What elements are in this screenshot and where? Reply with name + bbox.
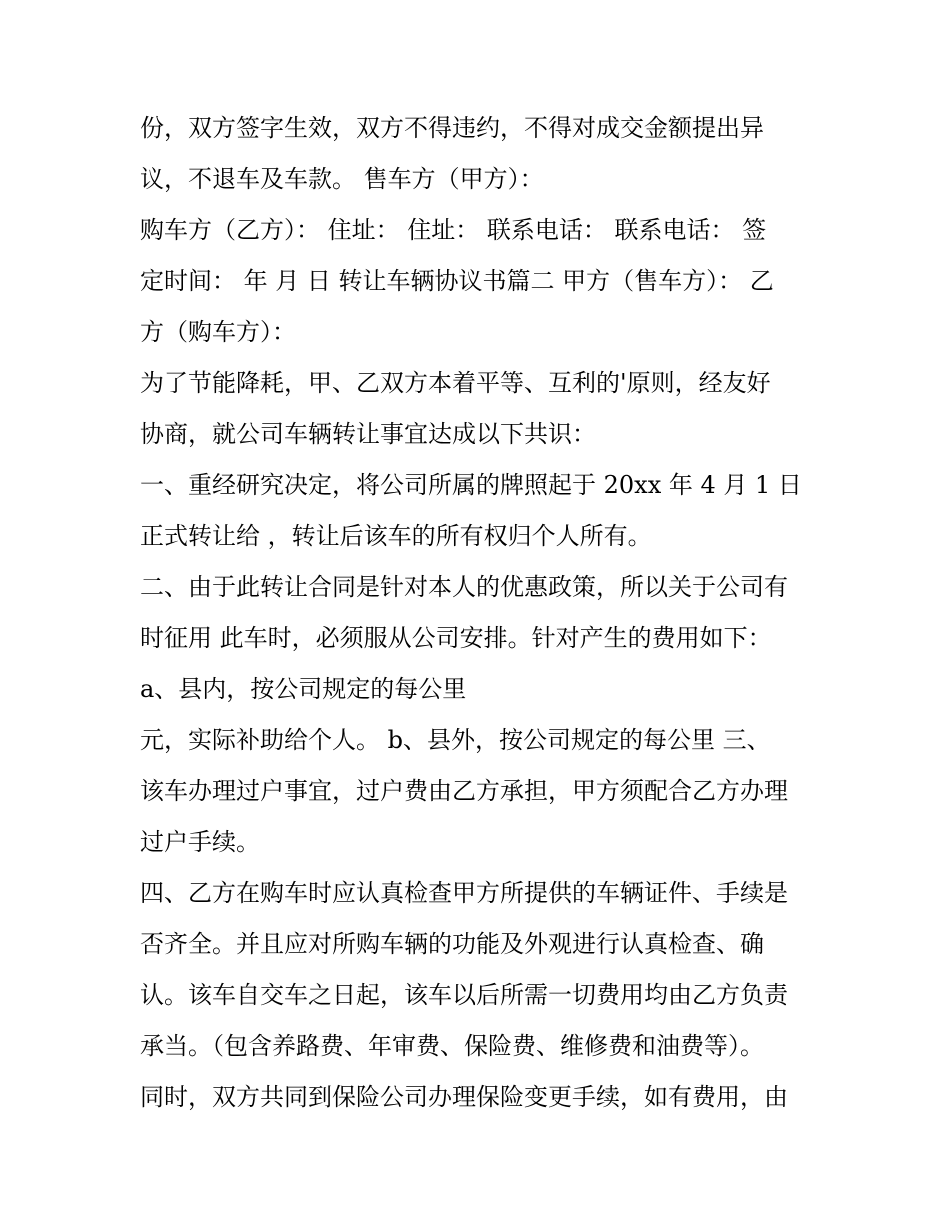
text-line: 过户手续。 (140, 828, 260, 856)
text-line: 份，双方签字生效，双方不得违约，不得对成交金额提出异 (140, 114, 764, 142)
text-line: 二、由于此转让合同是针对本人的优惠政策，所以关于公司有 (140, 573, 788, 601)
text-line: 时征用 此车时，必须服从公司安排。针对产生的费用如下： (140, 624, 772, 652)
text-line: 一、重经研究决定，将公司所属的牌照起于 20xx 年 4 月 1 日 (140, 471, 802, 499)
text-line: 协商，就公司车辆转让事宜达成以下共识： (140, 420, 596, 448)
text-line: 承当。（包含养路费、年审费、保险费、维修费和油费等）。 (140, 1032, 764, 1060)
text-line: 该车办理过户事宜，过户费由乙方承担，甲方须配合乙方办理 (140, 777, 788, 805)
text-line: 同时，双方共同到保险公司办理保险变更手续，如有费用，由 (140, 1083, 788, 1111)
text-line: 为了节能降耗，甲、乙双方本着平等、互利的'原则，经友好 (140, 369, 771, 397)
text-line: 购车方（乙方）： 住址： 住址： 联系电话： 联系电话： 签 (140, 216, 767, 244)
document-body (140, 103, 830, 1123)
text-line: 方（购车方）： (140, 318, 296, 346)
text-line: a、县内，按公司规定的每公里 (140, 675, 467, 703)
text-line: 议，不退车及车款。 售车方（甲方）： (140, 165, 544, 193)
text-line: 四、乙方在购车时应认真检查甲方所提供的车辆证件、手续是 (140, 879, 788, 907)
text-line: 定时间： 年 月 日 转让车辆协议书篇二 甲方（售车方）： 乙 (140, 267, 774, 295)
text-line: 元，实际补助给个人。 b、县外，按公司规定的每公里 三、 (140, 726, 771, 754)
text-line: 否齐全。并且应对所购车辆的功能及外观进行认真检查、确 (140, 930, 764, 958)
text-line: 认。该车自交车之日起，该车以后所需一切费用均由乙方负责 (140, 981, 788, 1009)
text-line: 正式转让给 ，转让后该车的所有权归个人所有。 (140, 522, 652, 550)
